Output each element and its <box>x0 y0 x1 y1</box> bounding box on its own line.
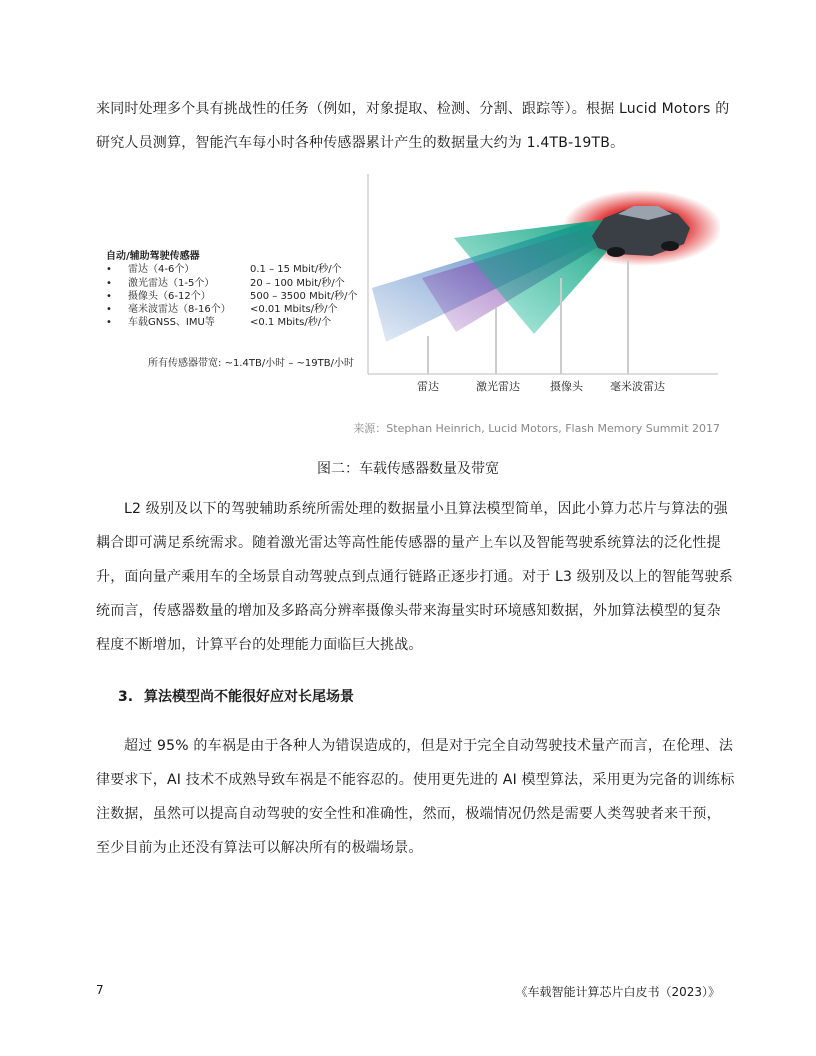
legend-row <box>106 277 358 290</box>
category-label-camera: 摄像头 <box>550 380 583 393</box>
legend-row <box>106 303 358 316</box>
sensor-bandwidth: <0.1 Mbits/秒/个 <box>250 317 332 329</box>
document-title: 《车载智能计算芯片白皮书（2023）》 <box>515 985 720 999</box>
section-title: 算法模型尚不能很好应对长尾场景 <box>144 689 354 705</box>
text-line: 程度不断增加，计算平台的处理能力面临巨大挑战。 <box>96 637 423 653</box>
sensor-coverage-illustration <box>366 170 720 376</box>
text-line: 至少目前为止还没有算法可以解决所有的极端场景。 <box>96 840 423 856</box>
legend-title: 自动/辅助驾驶传感器 <box>106 251 200 262</box>
figure-caption: 图二：车载传感器数量及带宽 <box>317 461 499 477</box>
total-value: ~1.4TB/小时 – ~19TB/小时 <box>224 358 354 369</box>
sensor-legend <box>106 250 358 330</box>
section-number: 3. <box>118 689 134 705</box>
text-line: 律要求下，AI 技术不成熟导致车祸是不能容忍的。使用更先进的 AI 模型算法，采用更为完备的训练标 <box>96 772 735 788</box>
sensor-figure <box>96 170 720 440</box>
sensor-bandwidth: 0.1 – 15 Mbit/秒/个 <box>250 264 342 276</box>
category-label-lidar: 激光雷达 <box>476 380 520 393</box>
bullet: • <box>106 317 112 329</box>
text-line: 注数据，虽然可以提高自动驾驶的安全性和准确性，然而，极端情况仍然是需要人类驾驶者来干预， <box>96 806 721 822</box>
intro-paragraph <box>96 92 730 160</box>
text-line: 研究人员测算，智能汽车每小时各种传感器累计产生的数据量大约为 1.4TB-19TB。 <box>96 135 625 151</box>
legend-row <box>106 290 358 303</box>
legend-row <box>106 316 358 329</box>
text-line: L2 级别及以下的驾驶辅助系统所需处理的数据量小且算法模型简单，因此小算力芯片与算法的强 <box>124 501 728 517</box>
text-line: 统而言，传感器数量的增加及多路高分辨率摄像头带来海量实时环境感知数据，外加算法模型的复杂 <box>96 603 721 619</box>
bullet: • <box>106 304 112 316</box>
sensor-name: 车载GNSS、IMU等 <box>128 317 215 329</box>
body-paragraph <box>96 729 735 865</box>
total-bandwidth <box>148 354 354 369</box>
text-line: 升，面向量产乘用车的全场景自动驾驶点到点通行链路正逐步打通。对于 L3 级别及以上的智能驾驶系 <box>96 569 734 585</box>
sensor-name: 雷达（4-6个） <box>128 264 195 276</box>
page-number: 7 <box>96 983 104 997</box>
total-label: 所有传感器带宽: <box>148 358 222 369</box>
bullet: • <box>106 264 112 276</box>
sensor-bandwidth: <0.01 Mbits/秒/个 <box>250 304 338 316</box>
bullet: • <box>106 277 112 289</box>
sensor-name: 毫米波雷达（8-16个） <box>128 304 231 316</box>
sensor-bandwidth: 500 – 3500 Mbit/秒/个 <box>250 290 358 302</box>
figure-source: 来源：Stephan Heinrich, Lucid Motors, Flash Memory Summit 2017 <box>353 422 720 435</box>
legend-row <box>106 263 358 276</box>
section-heading <box>118 686 354 706</box>
category-label-radar: 雷达 <box>417 380 439 393</box>
category-label-mmwave: 毫米波雷达 <box>610 380 665 393</box>
sensor-name: 激光雷达（1-5个） <box>128 277 215 289</box>
text-line: 超过 95% 的车祸是由于各种人为错误造成的，但是对于完全自动驾驶技术量产而言，在伦理、法 <box>124 738 734 754</box>
body-paragraph <box>96 492 734 662</box>
text-line: 耦合即可满足系统需求。随着激光雷达等高性能传感器的量产上车以及智能驾驶系统算法的泛化性提 <box>96 535 721 551</box>
text-line: 来同时处理多个具有挑战性的任务（例如，对象提取、检测、分割、跟踪等）。根据 Lucid Motors 的 <box>96 101 730 117</box>
sensor-name: 摄像头（6-12个） <box>128 290 211 302</box>
bullet: • <box>106 290 112 302</box>
sensor-bandwidth: 20 – 100 Mbit/秒/个 <box>250 277 345 289</box>
